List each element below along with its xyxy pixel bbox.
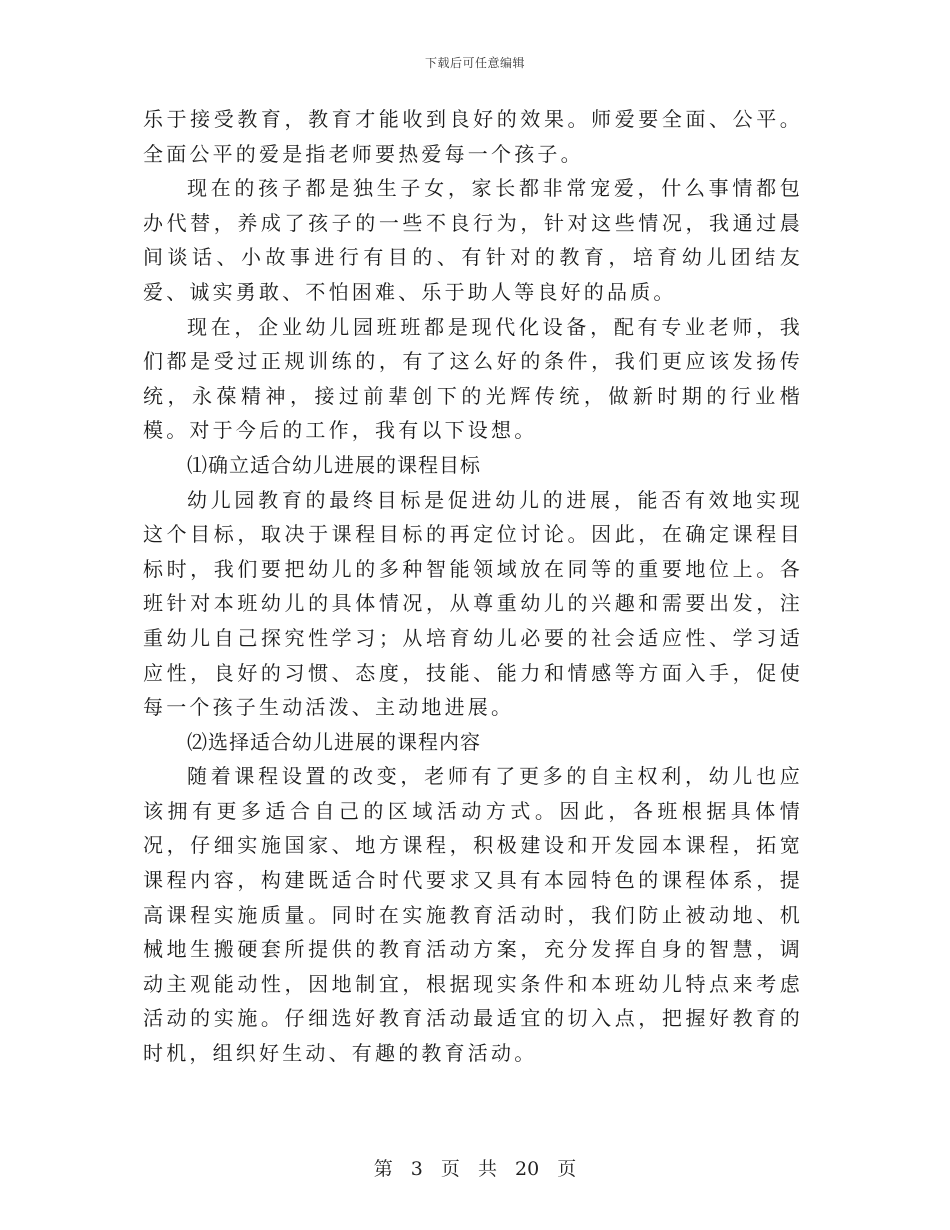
paragraph-2: 现在的孩子都是独生子女，家长都非常宠爱，什么事情都包办代替，养成了孩子的一些不良行为，针对这些情况，我通过晨间谈话、小故事进行有目的、有针对的教育，培育幼儿团结友爱、诚实勇敢、不怕困难、乐于助人等良好的品质。 [143, 176, 803, 304]
footer-label-ye: 页 [440, 1158, 460, 1180]
paragraph-4: 幼儿园教育的最终目标是促进幼儿的进展，能否有效地实现这个目标，取决于课程目标的再定位讨论。因此，在确定课程目标时，我们要把幼儿的多种智能领域放在同等的重要地位上。各班针对本班幼儿的具体情况，从尊重幼儿的兴趣和需要出发，注重幼儿自己探究性学习；从培育幼儿必要的社会适应性、学习适应性，良好的习惯、态度，技能、能力和情感等方面入手，促使每一个孩子生动活泼、主动地进展。 [143, 487, 803, 720]
section-heading-1: ⑴确立适合幼儿进展的课程目标 [187, 452, 481, 477]
section-heading-2: ⑵选择适合幼儿进展的课程内容 [187, 729, 481, 754]
footer-label-di: 第 [373, 1158, 393, 1180]
paragraph-5: 随着课程设置的改变，老师有了更多的自主权利，幼儿也应该拥有更多适合自己的区域活动方式。因此，各班根据具体情况，仔细实施国家、地方课程，积极建设和开发园本课程，拓宽课程内容，构建既适合时代要求又具有本园特色的课程体系，提高课程实施质量。同时在实施教育活动时，我们防止被动地、机械地生搬硬套所提供的教育活动方案，充分发挥自身的智慧，调动主观能动性，因地制宜，根据现实条件和本班幼儿特点来考虑活动的实施。仔细选好教育活动最适宜的切入点，把握好教育的时机，组织好生动、有趣的教育活动。 [143, 764, 803, 1066]
footer-total-pages: 20 [515, 1158, 540, 1180]
footer-label-gong: 共 [477, 1158, 497, 1180]
page-header-note: 下载后可任意编辑 [424, 56, 525, 70]
document-body [143, 102, 803, 1071]
paragraph-3: 现在，企业幼儿园班班都是现代化设备，配有专业老师，我们都是受过正规训练的，有了这么好的条件，我们更应该发扬传统，永葆精神，接过前辈创下的光辉传统，做新时期的行业楷模。对于今后的工作，我有以下设想。 [143, 314, 803, 443]
footer-label-ye-end: 页 [557, 1158, 577, 1180]
paragraph-1: 乐于接受教育，教育才能收到良好的效果。师爱要全面、公平。全面公平的爱是指老师要热爱每一个孩子。 [143, 107, 803, 166]
footer-current-page: 3 [410, 1158, 423, 1180]
page-footer [0, 1154, 950, 1181]
